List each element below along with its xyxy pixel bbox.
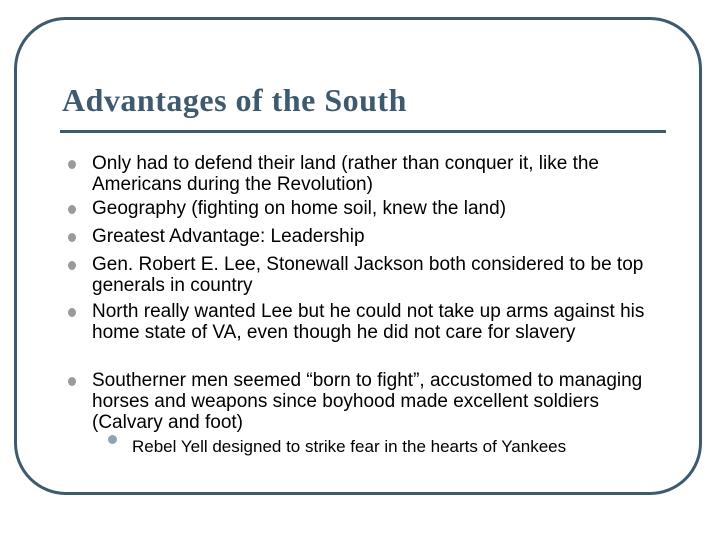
title-underline <box>60 130 666 133</box>
slide-title: Advantages of the South <box>62 82 407 118</box>
bullet-marker-icon <box>68 377 76 386</box>
bullet-text: Gen. Robert E. Lee, Stonewall Jackson both considered to be top generals in country <box>92 254 644 296</box>
bullet-text: Geography (fighting on home soil, knew the land) <box>92 198 507 219</box>
bullet-text: North really wanted Lee but he could not take up arms against his home state of VA, even though he did not care for slavery <box>92 301 645 343</box>
bullet-text: Greatest Advantage: Leadership <box>92 226 365 247</box>
sub-bullet-marker-icon <box>108 435 117 444</box>
bullet-marker-icon <box>68 233 76 242</box>
sub-bullet-text: Rebel Yell designed to strike fear in the hearts of Yankees <box>132 437 567 456</box>
bullet-text: Southerner men seemed “born to fight”, accustomed to managing horses and weapons since boyhood made excellent soldiers (Calvary and foot) <box>92 370 643 433</box>
bullet-marker-icon <box>68 308 76 317</box>
bullet-text: Only had to defend their land (rather than conquer it, like the Americans during the Revolution) <box>92 153 599 195</box>
bullet-marker-icon <box>68 160 76 169</box>
bullet-marker-icon <box>68 205 76 214</box>
bullet-marker-icon <box>68 261 76 270</box>
